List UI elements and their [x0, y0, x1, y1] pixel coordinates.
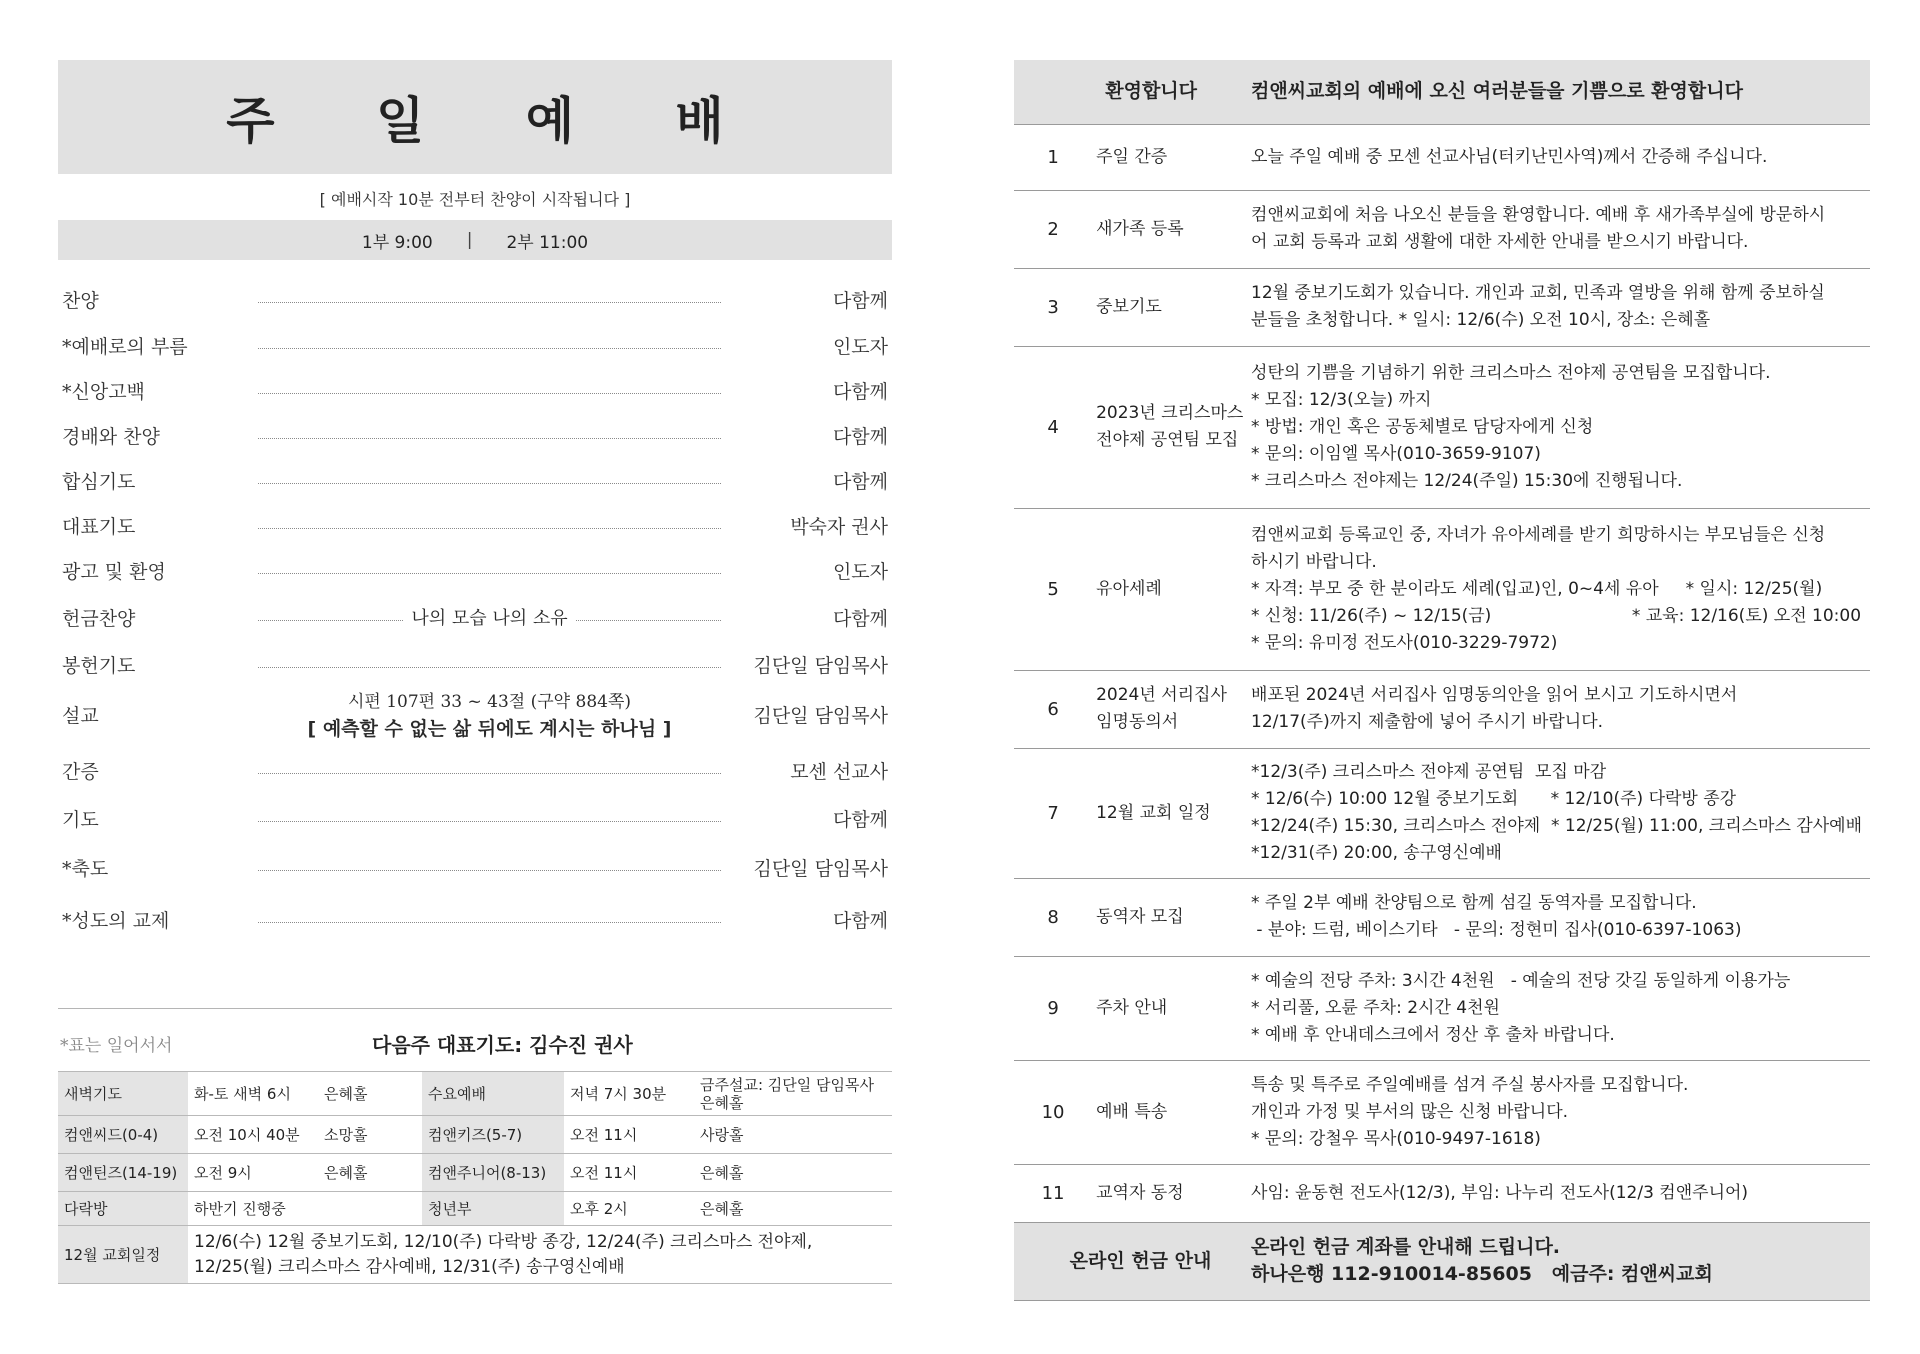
order-item-name: *신앙고백 [62, 381, 145, 403]
announcement-line: 특송 및 특주로 주일예배를 섬겨 주실 봉사자를 모집합니다. [1251, 1074, 1689, 1095]
dotted-leader-line [258, 348, 721, 349]
schedule-place [694, 1072, 892, 1116]
announcement-row [1014, 190, 1870, 268]
schedule-time: 오전 10시 40분 [188, 1116, 318, 1154]
online-offering-title: 온라인 헌금 안내 [1014, 1222, 1247, 1300]
order-item-name: *성도의 교제 [62, 910, 170, 932]
announcement-line: *12/3(주) 크리스마스 전야제 공연팀 모집 마감 [1251, 762, 1607, 782]
schedule-time: 오전 9시 [188, 1154, 318, 1192]
announcement-line: - 분야: 드럼, 베이스기타 - 문의: 정현미 집사(010-6397-1063) [1251, 920, 1742, 940]
order-item-name: 광고 및 환영 [62, 561, 166, 583]
sermon-preacher-note: 금주설교: 김단일 담임목사 [700, 1075, 874, 1094]
worship-order-page [58, 60, 892, 932]
order-item-name: 대표기도 [62, 516, 136, 538]
service-time-separator: | [466, 230, 473, 250]
order-item-leader: 인도자 [832, 561, 888, 583]
announcement-body [1247, 190, 1870, 268]
schedule-time: 저녁 7시 30분 [564, 1072, 694, 1116]
announcement-line: *12/31(주) 20:00, 송구영신예배 [1251, 843, 1502, 863]
schedule-time: 오전 11시 [564, 1116, 694, 1154]
order-item-leader: 박숙자 권사 [790, 516, 888, 538]
order-item [58, 332, 892, 362]
order-item [58, 854, 892, 884]
announcement-title: 중보기도 [1092, 268, 1247, 346]
announcement-line: * 문의: 이임엘 목사(010-3659-9107) [1251, 443, 1541, 464]
schedule-place: 은혜홀 [318, 1154, 422, 1192]
schedule-label: 컴앤주니어(8-13) [422, 1154, 564, 1192]
online-offering-info [1247, 1222, 1870, 1300]
weekly-schedule-table [58, 1071, 892, 1284]
order-item-name: 설교 [62, 705, 99, 727]
welcome-message: 컴앤씨교회의 예배에 오신 여러분들을 기쁨으로 환영합니다 [1247, 60, 1870, 124]
schedule-place: 은혜홀 [694, 1154, 892, 1192]
announcement-title: 예배 특송 [1092, 1060, 1247, 1164]
announcement-number: 10 [1014, 1060, 1092, 1164]
order-item-sermon [58, 692, 892, 740]
announcement-title: 주차 안내 [1092, 956, 1247, 1060]
announcements-table [1014, 60, 1870, 1301]
announcement-line: 12/17(주)까지 제출함에 넣어 주시기 바랍니다. [1251, 712, 1604, 732]
announcement-body [1247, 670, 1870, 748]
order-item-leader: 김단일 담임목사 [753, 858, 888, 880]
dotted-leader-line [258, 528, 721, 529]
dotted-leader-line [258, 483, 721, 484]
welcome-title: 환영합니다 [1014, 60, 1247, 124]
announcement-row [1014, 1060, 1870, 1164]
order-item-name: 헌금찬양 [62, 608, 136, 630]
announcement-title: 12월 교회 일정 [1092, 748, 1247, 878]
order-item [58, 757, 892, 787]
order-item-leader: 인도자 [832, 336, 888, 358]
service-time-2: 2부 11:00 [506, 232, 589, 253]
announcement-title: 주일 간증 [1092, 124, 1247, 190]
order-item [58, 286, 892, 316]
announcement-body [1247, 956, 1870, 1060]
announcement-row [1014, 268, 1870, 346]
schedule-label: 수요예배 [422, 1072, 564, 1116]
announcement-body [1247, 1164, 1870, 1222]
announcement-number: 4 [1014, 346, 1092, 508]
dotted-leader-line [258, 393, 721, 394]
announcement-body [1247, 508, 1870, 670]
december-schedule [188, 1226, 892, 1284]
page-title: 주 일 예 배 [226, 91, 766, 150]
announcement-line: * 모집: 12/3(오늘) 까지 [1251, 389, 1432, 410]
announcement-title: 동역자 모집 [1092, 878, 1247, 956]
bank-account: 하나은행 112-910014-85605 예금주: 컴앤씨교회 [1251, 1263, 1713, 1285]
schedule-time: 하반기 진행중 [188, 1192, 422, 1226]
order-item-leader: 다함께 [832, 471, 888, 493]
announcement-line: * 문의: 강철우 목사(010-9497-1618) [1251, 1128, 1541, 1149]
announcement-line: 오늘 주일 예배 중 모센 선교사님(터키난민사역)께서 간증해 주십니다. [1251, 146, 1768, 167]
announcement-body [1247, 878, 1870, 956]
order-item [58, 805, 892, 835]
announcement-line: 컴앤씨교회 등록교인 중, 자녀가 유아세례를 받기 희망하시는 부모님들은 신청 [1251, 524, 1826, 545]
announcement-row [1014, 670, 1870, 748]
announcement-number: 9 [1014, 956, 1092, 1060]
dotted-leader-line [258, 667, 721, 668]
announcements-header [1014, 60, 1870, 124]
order-item-leader: 다함께 [832, 910, 888, 932]
dotted-leader-line [258, 438, 721, 439]
schedule-label: 12월 교회일정 [58, 1226, 188, 1284]
announcement-number: 6 [1014, 670, 1092, 748]
announcement-number: 11 [1014, 1164, 1092, 1222]
announcement-body [1247, 346, 1870, 508]
announcement-line: 하시기 바랍니다. [1251, 551, 1377, 572]
order-item-name: 합심기도 [62, 471, 136, 493]
online-offering-row [1014, 1222, 1870, 1300]
announcement-line: 개인과 가정 및 부서의 많은 신청 바랍니다. [1251, 1101, 1569, 1122]
announcement-row [1014, 508, 1870, 670]
dotted-leader-line [258, 870, 721, 871]
announcement-title: 유아세례 [1092, 508, 1247, 670]
announcement-number: 7 [1014, 748, 1092, 878]
order-item [58, 422, 892, 452]
order-item [58, 512, 892, 542]
sermon-title: [ 예측할 수 없는 삶 뒤에도 계시는 하나님 ] [258, 714, 721, 741]
announcement-line: * 주일 2부 예배 찬양팀으로 함께 섬길 동역자를 모집합니다. [1251, 893, 1697, 913]
schedule-label: 컴앤키즈(5-7) [422, 1116, 564, 1154]
announcement-title: 2024년 서리집사 임명동의서 [1092, 670, 1247, 748]
announcement-line: * 예배 후 안내데스크에서 정산 후 출차 바랍니다. [1251, 1024, 1615, 1045]
schedule-time: 오전 11시 [564, 1154, 694, 1192]
order-item-leader: 다함께 [832, 608, 888, 630]
order-item-leader: 김단일 담임목사 [753, 705, 888, 727]
schedule-place: 은혜홀 [694, 1192, 892, 1226]
announcement-line: * 자격: 부모 중 한 분이라도 세례(입교)인, 0~4세 유아 * 일시: 12/25(월) [1251, 578, 1823, 599]
order-item-name: 봉헌기도 [62, 655, 136, 677]
announcement-title: 2023년 크리스마스 전야제 공연팀 모집 [1092, 346, 1247, 508]
service-times-bar [58, 220, 892, 260]
praise-notice: [ 예배시작 10분 전부터 찬양이 시작됩니다 ] [319, 190, 631, 209]
announcement-line: 사임: 윤동현 전도사(12/3), 부임: 나누리 전도사(12/3 컴앤주니어) [1251, 1182, 1749, 1203]
table-row [58, 1192, 892, 1226]
schedule-time: 오후 2시 [564, 1192, 694, 1226]
order-item-leader: 다함께 [832, 381, 888, 403]
dotted-leader-line [258, 773, 721, 774]
announcement-row [1014, 346, 1870, 508]
title-banner [58, 60, 892, 174]
order-item-leader: 모센 선교사 [790, 761, 888, 783]
announcement-row [1014, 748, 1870, 878]
table-row [58, 1116, 892, 1154]
announcement-number: 5 [1014, 508, 1092, 670]
announcement-number: 8 [1014, 878, 1092, 956]
schedule-place: 사랑홀 [694, 1116, 892, 1154]
announcement-line: *12/24(주) 15:30, 크리스마스 전야제 * 12/25(월) 11:00, 크리스마스 감사예배 [1251, 816, 1862, 836]
order-item-name: 간증 [62, 761, 99, 783]
order-item-leader: 다함께 [832, 809, 888, 831]
schedule-label: 컴앤틴즈(14-19) [58, 1154, 188, 1192]
schedule-time: 화-토 새벽 6시 [188, 1072, 318, 1116]
announcement-line: * 신청: 11/26(주) ~ 12/15(금) * 교육: 12/16(토) 오전 10:00 [1251, 605, 1862, 626]
table-row [58, 1226, 892, 1284]
schedule-label: 청년부 [422, 1192, 564, 1226]
order-item [58, 651, 892, 681]
dotted-leader-line [258, 922, 721, 923]
table-row [58, 1154, 892, 1192]
order-item-name: *예배로의 부름 [62, 336, 188, 358]
december-schedule-line: 12/25(월) 크리스마스 감사예배, 12/31(주) 송구영신예배 [194, 1256, 625, 1277]
standing-note: *표는 일어서서 [60, 1036, 173, 1056]
announcement-row [1014, 956, 1870, 1060]
dotted-leader-line [258, 302, 721, 303]
schedule-label: 컴앤씨드(0-4) [58, 1116, 188, 1154]
order-item-name: 찬양 [62, 290, 99, 312]
announcement-body [1247, 748, 1870, 878]
sermon-info [258, 687, 721, 741]
announcement-title: 새가족 등록 [1092, 190, 1247, 268]
announcement-line: 배포된 2024년 서리집사 임명동의안을 읽어 보시고 기도하시면서 [1251, 685, 1738, 705]
service-time-1: 1부 9:00 [361, 232, 433, 253]
offering-song-title [258, 604, 721, 634]
schedule-label: 다락방 [58, 1192, 188, 1226]
order-item-name: 기도 [62, 809, 99, 831]
announcement-body [1247, 124, 1870, 190]
schedule-place: 소망홀 [318, 1116, 422, 1154]
announcement-line: * 크리스마스 전야제는 12/24(주일) 15:30에 진행됩니다. [1251, 470, 1683, 491]
section-divider [58, 1008, 892, 1009]
order-item-leader: 다함께 [832, 290, 888, 312]
announcement-row [1014, 124, 1870, 190]
table-row [58, 1072, 892, 1116]
announcement-number: 2 [1014, 190, 1092, 268]
announcement-number: 1 [1014, 124, 1092, 190]
announcement-number: 3 [1014, 268, 1092, 346]
order-item [58, 467, 892, 497]
order-item [58, 377, 892, 407]
dotted-leader-line [258, 821, 721, 822]
announcement-line: 성탄의 기쁨을 기념하기 위한 크리스마스 전야제 공연팀을 모집합니다. [1251, 362, 1771, 383]
announcement-row [1014, 878, 1870, 956]
announcement-line: * 서리풀, 오륜 주차: 2시간 4천원 [1251, 997, 1500, 1018]
announcement-body [1247, 1060, 1870, 1164]
offering-song-text: 나의 모습 나의 소유 [403, 608, 575, 629]
order-item-leader: 다함께 [832, 426, 888, 448]
announcement-line: * 예술의 전당 주차: 3시간 4천원 - 예술의 전당 갓길 동일하게 이용가능 [1251, 970, 1791, 991]
order-item-leader: 김단일 담임목사 [753, 655, 888, 677]
schedule-place-text: 은혜홀 [700, 1093, 744, 1112]
december-schedule-line: 12/6(수) 12월 중보기도회, 12/10(주) 다락방 종강, 12/24(주) 크리스마스 전야제, [194, 1231, 813, 1252]
announcement-body [1247, 268, 1870, 346]
announcement-line: 어 교회 등록과 교회 생활에 대한 자세한 안내를 받으시기 바랍니다. [1251, 232, 1749, 252]
announcement-line: * 방법: 개인 혹은 공동체별로 담당자에게 신청 [1251, 416, 1594, 437]
announcement-line: 컴앤씨교회에 처음 나오신 분들을 환영합니다. 예배 후 새가족부실에 방문하시 [1251, 205, 1826, 225]
schedule-label: 새벽기도 [58, 1072, 188, 1116]
schedule-place: 은혜홀 [318, 1072, 422, 1116]
sermon-scripture: 시편 107편 33 ~ 43절 (구약 884쪽) [258, 687, 721, 712]
announcement-title: 교역자 동정 [1092, 1164, 1247, 1222]
dotted-leader-line [258, 573, 721, 574]
order-item [58, 906, 892, 936]
announcement-line: * 12/6(수) 10:00 12월 중보기도회 * 12/10(주) 다락방 종강 [1251, 789, 1737, 809]
announcement-line: * 문의: 유미정 전도사(010-3229-7972) [1251, 632, 1558, 653]
order-item [58, 557, 892, 587]
announcement-line: 분들을 초청합니다. * 일시: 12/6(수) 오전 10시, 장소: 은혜홀 [1251, 310, 1711, 330]
order-item [58, 604, 892, 634]
announcement-row [1014, 1164, 1870, 1222]
order-item-name: *축도 [62, 858, 109, 880]
order-item-name: 경배와 찬양 [62, 426, 160, 448]
next-week-prayer: 다음주 대표기도: 김수진 권사 [372, 1033, 633, 1057]
online-offering-line: 온라인 헌금 계좌를 안내해 드립니다. [1251, 1236, 1561, 1258]
announcement-line: 12월 중보기도회가 있습니다. 개인과 교회, 민족과 열방을 위해 함께 중보하실 [1251, 283, 1825, 303]
